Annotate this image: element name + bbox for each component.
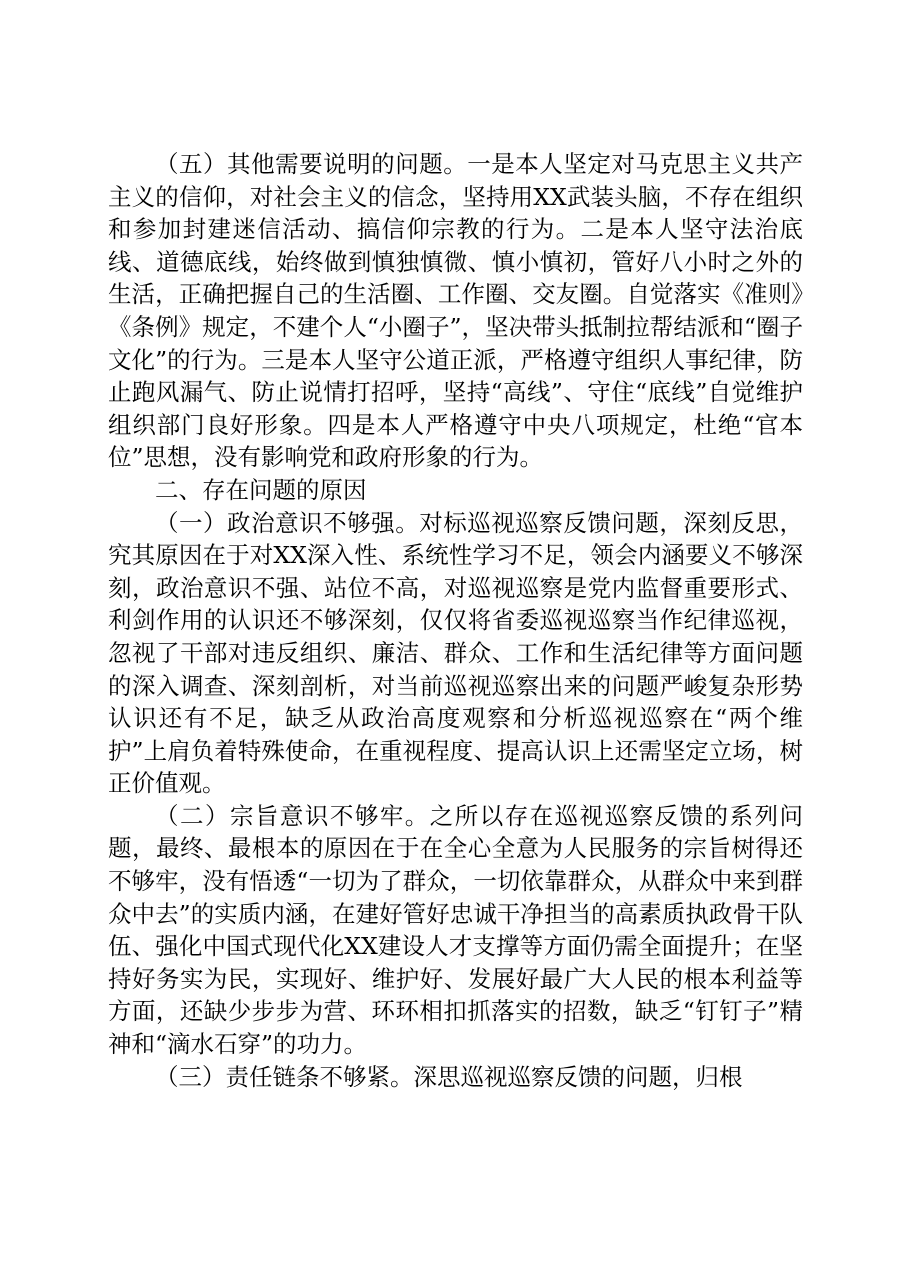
section-heading-causes: 二、存在问题的原因 [155, 475, 367, 504]
paragraph-political-awareness: （一）政治意识不够强。对标巡视巡察反馈问题，深刻反思，究其原因在于对XX深入性、系统性学习不足，领会内涵要义不够深刻，政治意识不强、站位不高，对巡视巡察是党内监督重要形式、利剑作用的认识还不够深刻，仅仅将省委巡视巡察当作纪律巡视，忽视了干部对违反组织、廉洁、群众、工作和生活纪律等方面问题的深入调查、深刻剖析，对当前巡视巡察出来的问题严峻复杂形势认识还有不足，缺乏从政治高度观察和分析巡视巡察在“两个维护”上肩负着特殊使命，在重视程度、提高认识上还需坚定立场，树正价值观。 [108, 508, 803, 798]
paragraph-purpose-awareness: （二）宗旨意识不够牢。之所以存在巡视巡察反馈的系列问题，最终、最根本的原因在于在全心全意为人民服务的宗旨树得还不够牢，没有悟透“一切为了群众，一切依靠群众，从群众中来到群众中去”的实质内涵，在建好管好忠诚干净担当的高素质执政骨干队伍、强化中国式现代化XX建设人才支撑等方面仍需全面提升；在坚持好务实为民，实现好、维护好、发展好最广大人民的根本利益等方面，还缺少步步为营、环环相扣抓落实的招数，缺乏“钉钉子”精神和“滴水石穿”的功力。 [108, 801, 803, 1059]
document-page [108, 148, 803, 1093]
paragraph-responsibility-chain: （三）责任链条不够紧。深思巡视巡察反馈的问题，归根 [155, 1062, 743, 1091]
paragraph-other-issues: （五）其他需要说明的问题。一是本人坚定对马克思主义共产主义的信仰，对社会主义的信念，坚持用XX武装头脑，不存在组织和参加封建迷信活动、搞信仰宗教的行为。二是本人坚守法治底线、道德底线，始终做到慎独慎微、慎小慎初，管好八小时之外的生活，正确把握自己的生活圈、工作圈、交友圈。自觉落实《准则》《条例》规定，不建个人“小圈子”，坚决带头抵制拉帮结派和“圈子文化”的行为。三是本人坚守公道正派，严格遵守组织人事纪律，防止跑风漏气、防止说情打招呼，坚持“高线”、守住“底线”自觉维护组织部门良好形象。四是本人严格遵守中央八项规定，杜绝“官本位”思想，没有影响党和政府形象的行为。 [108, 150, 803, 472]
